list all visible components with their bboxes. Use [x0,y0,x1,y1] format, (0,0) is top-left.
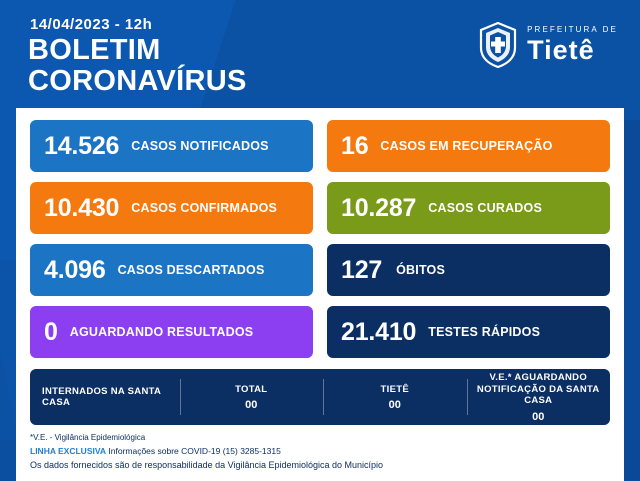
strip-value: 00 [532,410,545,423]
stat-label: ÓBITOS [396,263,446,278]
strip-cell-santa-casa [30,369,180,425]
logo-city: Tietê [527,35,595,65]
strip-title: INTERNADOS NA SANTA CASA [42,386,161,409]
strip-value: 00 [245,399,258,412]
page-title [28,35,247,96]
stat-card [30,182,313,234]
title-line-1: BOLETIM [28,34,161,66]
stats-panel [16,108,624,481]
stat-value: 14.526 [44,131,120,160]
logo-prefecture: PREFEITURA DE [527,25,618,34]
stat-card [30,244,313,296]
title-line-2: CORONAVÍRUS [28,64,247,97]
strip-title: TIETÊ [380,383,409,395]
coat-of-arms-icon [478,22,518,68]
footnote-hotline [30,445,610,458]
strip-value: 00 [388,399,401,412]
stat-value: 21.410 [341,317,417,346]
footnote-responsibility: Os dados fornecidos são de responsabilidade da Vigilância Epidemiológica do Município [30,460,384,471]
stat-value: 0 [44,317,58,346]
footnote-ve: *V.E. - Vigilância Epidemiológica [30,433,146,443]
stat-label: TESTES RÁPIDOS [428,325,541,340]
strip-title: V.E.* AGUARDANDO NOTIFICAÇÃO DA SANTA CASA [476,372,600,407]
stat-card [30,306,313,358]
stat-label: AGUARDANDO RESULTADOS [69,325,254,340]
stat-card [327,120,610,172]
strip-title: TOTAL [235,383,268,395]
stat-value: 127 [341,255,383,284]
stat-card [327,244,610,296]
stat-value: 10.430 [44,193,120,222]
hotline-info: Informações sobre COVID-19 (15) 3285-1315 [106,445,281,456]
logo-text [527,26,618,64]
stat-label: CASOS CURADOS [428,201,542,216]
strip-cell-tiete [323,369,467,425]
stat-value: 4.096 [44,255,106,284]
stat-label: CASOS CONFIRMADOS [131,201,278,216]
strip-cell-awaiting-notification [467,369,611,425]
stat-value: 16 [341,131,369,160]
hospitalization-strip [30,369,610,425]
stat-card [327,306,610,358]
hotline-label: LINHA EXCLUSIVA [30,445,107,456]
stat-card [30,120,313,172]
stats-grid [30,120,610,358]
stat-label: CASOS EM RECUPERAÇÃO [380,139,553,154]
stat-value: 10.287 [341,193,417,222]
header-left [28,12,247,96]
footnotes [30,432,610,473]
stat-label: CASOS DESCARTADOS [117,263,265,278]
header [0,0,640,104]
brand-logo [478,12,618,68]
strip-cell-total [180,369,324,425]
bulletin-date: 14/04/2023 - 12h [30,16,153,33]
stat-label: CASOS NOTIFICADOS [131,139,269,154]
stat-card [327,182,610,234]
